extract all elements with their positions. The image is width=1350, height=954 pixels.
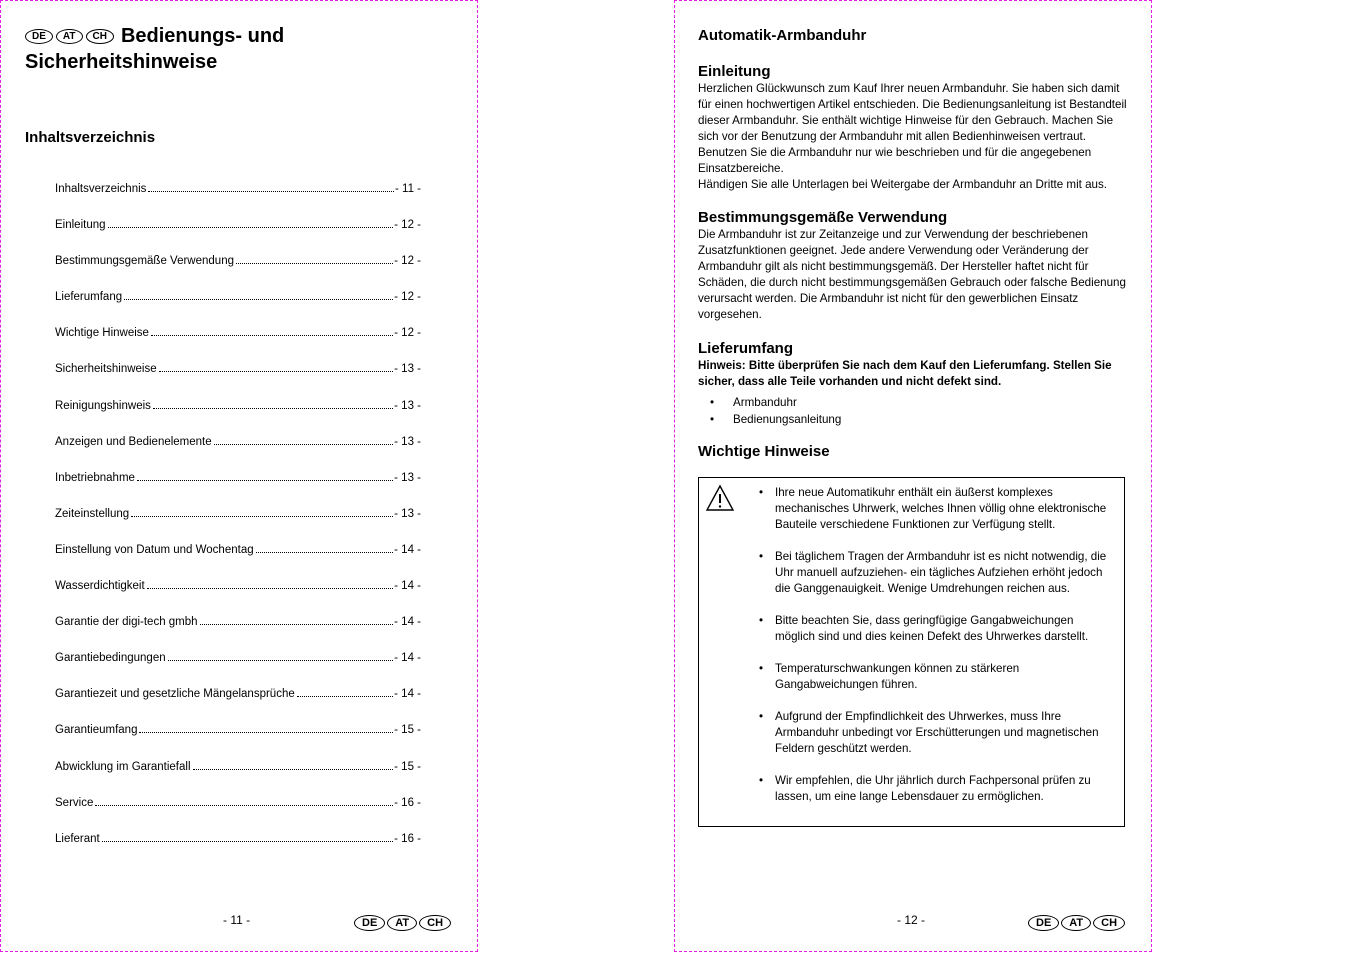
toc-entry-title: Inhaltsverzeichnis	[55, 183, 147, 195]
section-heading: Einleitung	[698, 63, 771, 80]
toc-entry[interactable]	[55, 361, 421, 397]
dot-leader	[193, 759, 394, 770]
dot-leader	[131, 506, 393, 517]
list-item: • Wir empfehlen, die Uhr jährlich durch Fachpersonal prüfen zu lassen, um eine lange Lebensdauer zu ermöglichen.	[759, 773, 1115, 805]
toc-entry-page: - 13 -	[394, 435, 421, 448]
toc-entry-title: Anzeigen und Bedienelemente	[55, 435, 212, 448]
section-heading-hinweise: Wichtige Hinweise	[698, 443, 830, 460]
dot-leader	[151, 325, 393, 336]
list-item: • Aufgrund der Empfindlichkeit des Uhrwerkes, muss Ihre Armbanduhr unbedingt vor Erschütterungen und magnetischen Feldern geschützt werden.	[759, 709, 1115, 757]
section-heading: Bestimmungsgemäße Verwendung	[698, 209, 948, 226]
document-title-text: Bedienungs- und Sicherheitshinweise	[25, 25, 285, 73]
page-right	[674, 0, 1152, 952]
dot-leader	[137, 470, 393, 481]
toc-entry[interactable]	[55, 795, 421, 831]
country-badge-de: DE	[1028, 915, 1059, 931]
dot-leader	[297, 686, 393, 697]
toc-entry[interactable]	[55, 289, 421, 325]
toc-entry[interactable]	[55, 181, 421, 217]
toc-entry-title: Abwicklung im Garantiefall	[55, 760, 191, 773]
toc-entry-title: Garantieumfang	[55, 724, 138, 737]
toc-entry-page: - 14 -	[394, 688, 421, 701]
toc-entry[interactable]	[55, 217, 421, 253]
page-left	[0, 0, 478, 952]
document-title	[25, 23, 445, 75]
toc-entry-page: - 15 -	[394, 760, 421, 773]
toc-entry[interactable]	[55, 614, 421, 650]
toc-entry[interactable]	[55, 506, 421, 542]
toc-entry-title: Garantiezeit und gesetzliche Mängelansprüche	[55, 688, 295, 701]
toc-entry-page: - 13 -	[394, 507, 421, 520]
footer-country-badges	[354, 914, 453, 932]
warning-list	[759, 485, 1115, 821]
section-verwendung	[698, 209, 1128, 323]
dot-leader	[147, 578, 393, 589]
country-badges	[25, 23, 117, 49]
toc-entry[interactable]	[55, 759, 421, 795]
dot-leader	[148, 181, 394, 192]
section-heading: Lieferumfang	[698, 340, 794, 357]
dot-leader	[102, 831, 393, 842]
country-badge-at: AT	[387, 915, 417, 931]
toc-entry[interactable]	[55, 650, 421, 686]
toc-entry[interactable]	[55, 434, 421, 470]
list-item: • Bedienungsanleitung	[698, 411, 1128, 428]
toc-entry-title: Reinigungshinweis	[55, 399, 151, 412]
toc-entry-title: Bestimmungsgemäße Verwendung	[55, 255, 234, 268]
toc-entry-title: Zeiteinstellung	[55, 507, 130, 520]
list-item: • Armbanduhr	[698, 394, 1128, 411]
section-text: Händigen Sie alle Unterlagen bei Weitergabe der Armbanduhr an Dritte mit aus.	[698, 178, 1108, 191]
warning-box	[698, 477, 1125, 827]
toc-entry-page: - 14 -	[394, 543, 421, 556]
toc-entry-title: Sicherheitshinweise	[55, 363, 157, 376]
page-number: - 11 -	[223, 913, 251, 927]
toc-entry[interactable]	[55, 578, 421, 614]
toc-entry-page: - 13 -	[394, 363, 421, 376]
country-badge-de: DE	[354, 915, 385, 931]
toc-entry[interactable]	[55, 325, 421, 361]
dot-leader	[153, 398, 393, 409]
toc-entry-page: - 12 -	[394, 291, 421, 304]
list-item: • Bei täglichem Tragen der Armbanduhr ist es nicht notwendig, die Uhr manuell aufzuziehen- ein tägliches Aufziehen erhöht jedoch die Ganggenauigkeit. Wenige Umdrehungen reichen aus.	[759, 549, 1115, 597]
toc-entry[interactable]	[55, 722, 421, 758]
toc-entry-page: - 13 -	[394, 471, 421, 484]
note-text: Hinweis: Bitte überprüfen Sie nach dem Kauf den Lieferumfang. Stellen Sie sicher, dass alle Teile vorhanden und nicht defekt sind.	[698, 359, 1112, 388]
table-of-contents	[55, 181, 421, 867]
list-item: • Bitte beachten Sie, dass geringfügige Gangabweichungen möglich sind und dies keinen Defekt des Uhrwerkes darstellt.	[759, 613, 1115, 645]
toc-entry-title: Einleitung	[55, 219, 106, 232]
toc-entry-page: - 12 -	[394, 219, 421, 232]
toc-entry-page: - 13 -	[394, 399, 421, 412]
dot-leader	[256, 542, 394, 553]
section-text: Herzlichen Glückwunsch zum Kauf Ihrer neuen Armbanduhr. Sie haben sich damit für einen hochwertigen Artikel entschieden. Die Bedienungsanleitung ist Bestandteil dieser Armbanduhr. Sie enthält wichtige Hinweise für den Gebrauch. Machen Sie sich vor der Benutzung der Armbanduhr mit allen Bedienhinweisen vertraut. Benutzen Sie die Armbanduhr nur wie beschrieben und für die angegebenen Einsatzbereiche.	[698, 82, 1127, 175]
warning-triangle-icon	[705, 484, 735, 517]
toc-entry-title: Lieferant	[55, 832, 100, 845]
toc-entry-title: Service	[55, 796, 94, 809]
toc-entry[interactable]	[55, 470, 421, 506]
dot-leader	[124, 289, 393, 300]
toc-entry-page: - 14 -	[394, 652, 421, 665]
dot-leader	[168, 650, 394, 661]
dot-leader	[214, 434, 394, 445]
toc-entry[interactable]	[55, 831, 421, 867]
dot-leader	[108, 217, 394, 228]
section-einleitung	[698, 63, 1128, 193]
section-lieferumfang	[698, 340, 1128, 428]
toc-entry-page: - 16 -	[394, 796, 421, 809]
dot-leader	[236, 253, 393, 264]
toc-entry[interactable]	[55, 686, 421, 722]
dot-leader	[139, 722, 393, 733]
country-badge-at: AT	[1061, 915, 1091, 931]
toc-entry-page: - 14 -	[394, 580, 421, 593]
footer-country-badges	[1028, 914, 1127, 932]
toc-entry-page: - 12 -	[394, 255, 421, 268]
toc-entry-title: Wasserdichtigkeit	[55, 580, 145, 593]
toc-entry-title: Garantie der digi-tech gmbh	[55, 616, 198, 629]
country-badge-ch: CH	[86, 29, 114, 44]
list-item: • Temperaturschwankungen können zu stärkeren Gangabweichungen führen.	[759, 661, 1115, 693]
product-heading: Automatik-Armbanduhr	[698, 27, 867, 44]
toc-heading: Inhaltsverzeichnis	[25, 129, 156, 146]
country-badge-ch: CH	[419, 915, 451, 931]
dot-leader	[159, 361, 394, 372]
dot-leader	[95, 795, 393, 806]
toc-entry-page: - 16 -	[394, 832, 421, 845]
dot-leader	[200, 614, 394, 625]
toc-entry-title: Wichtige Hinweise	[55, 327, 149, 340]
toc-entry-title: Garantiebedingungen	[55, 652, 166, 665]
country-badge-ch: CH	[1093, 915, 1125, 931]
toc-entry-title: Inbetriebnahme	[55, 471, 135, 484]
delivery-list	[698, 394, 1128, 428]
country-badge-de: DE	[25, 29, 53, 44]
page-number: - 12 -	[897, 913, 926, 927]
section-text: Die Armbanduhr ist zur Zeitanzeige und zur Verwendung der beschriebenen Zusatzfunktionen geeignet. Jede andere Verwendung oder Veränderung der Armbanduhr gilt als nicht bestimmungsgemäß. Der Hersteller haftet nicht für Schäden, die durch nicht bestimmungsgemäßen Gebrauch oder falsche Bedienung verursacht werden. Die Armbanduhr ist nicht für den gewerblichen Einsatz vorgesehen.	[698, 228, 1126, 321]
toc-entry[interactable]	[55, 398, 421, 434]
country-badge-at: AT	[56, 29, 83, 44]
toc-entry-page: - 15 -	[394, 724, 421, 737]
toc-entry-page: - 11 -	[395, 183, 421, 195]
toc-entry[interactable]	[55, 253, 421, 289]
toc-entry-title: Einstellung von Datum und Wochentag	[55, 543, 254, 556]
toc-entry[interactable]	[55, 542, 421, 578]
list-item: • Ihre neue Automatikuhr enthält ein äußerst komplexes mechanisches Uhrwerk, welches Ihnen völlig ohne elektronische Bauteile verschiedene Funktionen zur Verfügung stellt.	[759, 485, 1115, 533]
toc-entry-page: - 14 -	[394, 616, 421, 629]
toc-entry-title: Lieferumfang	[55, 291, 123, 304]
toc-entry-page: - 12 -	[394, 327, 421, 340]
